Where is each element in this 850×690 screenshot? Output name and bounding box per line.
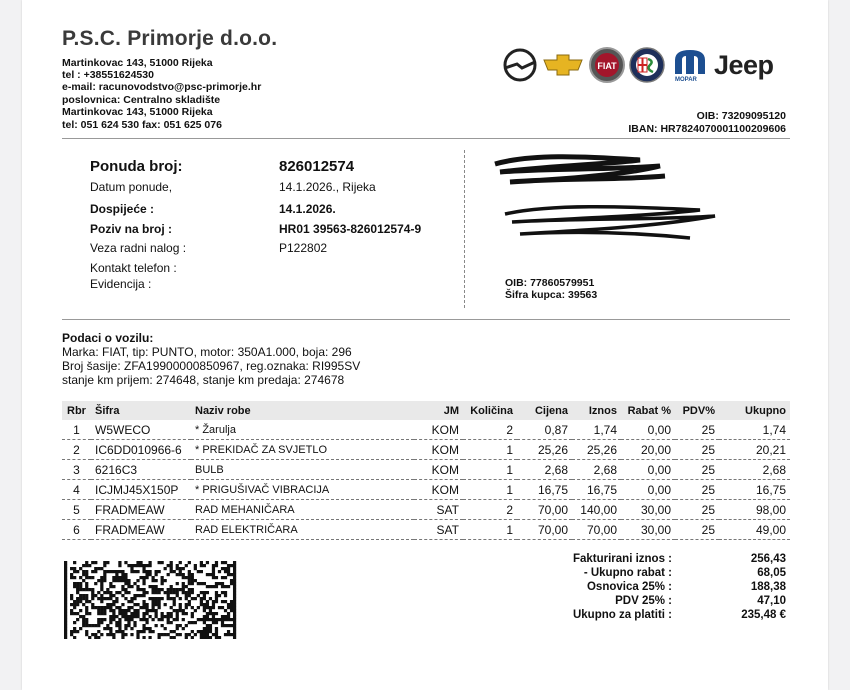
section-divider <box>62 319 790 320</box>
table-cell: 4 <box>62 480 91 500</box>
table-cell: 20,21 <box>719 440 790 460</box>
table-cell: 25 <box>675 480 719 500</box>
table-cell: 2 <box>62 440 91 460</box>
table-cell: 1 <box>62 420 91 440</box>
table-row <box>62 520 790 540</box>
table-cell: 6216C3 <box>91 460 191 480</box>
table-cell: 1 <box>463 520 517 540</box>
table-cell: 25,26 <box>572 440 621 460</box>
offer-number-label: Ponuda broj: <box>90 158 183 175</box>
col-header: Šifra <box>91 401 191 420</box>
total-discount-label: - Ukupno rabat : <box>583 567 672 579</box>
items-table <box>62 401 790 540</box>
table-cell: 5 <box>62 500 91 520</box>
fiat-logo-icon <box>588 46 626 84</box>
vehicle-line: Broj šasije: ZFA19900000850967, reg.oznaka: RI995SV <box>62 359 361 373</box>
redaction-scribble <box>490 150 670 190</box>
col-header: Cijena <box>517 401 572 420</box>
svg-text:FIAT: FIAT <box>597 61 617 71</box>
tax-base-label: Osnovica 25% : <box>586 581 672 593</box>
table-cell: 0,00 <box>621 460 675 480</box>
offer-date-label: Datum ponude, <box>90 180 173 194</box>
alfa-romeo-logo-icon <box>628 46 666 84</box>
company-tel-fax: tel: 051 624 530 fax: 051 625 076 <box>62 119 222 131</box>
table-cell: RAD MEHANIČARA <box>191 500 414 520</box>
table-row <box>62 420 790 440</box>
table-cell: 1 <box>463 480 517 500</box>
due-date-label: Dospijeće : <box>90 202 155 216</box>
mopar-label: MOPAR <box>675 77 697 83</box>
tax-base-value: 188,38 <box>750 581 786 593</box>
company-oib: OIB: 73209095120 <box>696 110 786 122</box>
table-row <box>62 500 790 520</box>
work-order-value: P122802 <box>279 241 328 255</box>
barcode-image <box>64 561 239 639</box>
table-cell: ICJMJ45X150P <box>91 480 191 500</box>
table-cell: 70,00 <box>517 500 572 520</box>
col-header: JM <box>414 401 463 420</box>
table-cell: 2 <box>463 500 517 520</box>
table-cell: 2,68 <box>719 460 790 480</box>
table-cell: KOM <box>414 480 463 500</box>
total-invoiced-value: 256,43 <box>750 553 786 565</box>
reference-value: HR01 39563-826012574-9 <box>279 222 422 236</box>
table-cell: 140,00 <box>572 500 621 520</box>
table-cell: 0,87 <box>517 420 572 440</box>
col-header: Rabat % <box>621 401 675 420</box>
document-page <box>22 0 828 690</box>
table-cell: RAD ELEKTRIČARA <box>191 520 414 540</box>
grand-total-label: Ukupno za platiti : <box>572 609 672 621</box>
redaction-scribble <box>500 200 725 245</box>
jeep-logo: Jeep <box>714 50 774 80</box>
table-cell: 0,00 <box>621 480 675 500</box>
table-cell: 1 <box>463 460 517 480</box>
table-cell: 0,00 <box>621 420 675 440</box>
reference-label: Poziv na broj : <box>90 222 173 236</box>
col-header: Količina <box>463 401 517 420</box>
table-cell: FRADMEAW <box>91 500 191 520</box>
grand-total-value: 235,48 € <box>741 609 786 621</box>
table-cell: 20,00 <box>621 440 675 460</box>
table-cell: 25 <box>675 500 719 520</box>
table-cell: 1,74 <box>719 420 790 440</box>
company-address: Martinkovac 143, 51000 Rijeka <box>62 57 213 69</box>
vertical-dashed-separator <box>464 150 465 308</box>
table-cell: 1,74 <box>572 420 621 440</box>
table-cell: FRADMEAW <box>91 520 191 540</box>
company-iban: IBAN: HR7824070001100209606 <box>628 123 786 135</box>
table-cell: 70,00 <box>572 520 621 540</box>
table-cell: 25,26 <box>517 440 572 460</box>
table-row <box>62 460 790 480</box>
table-cell: KOM <box>414 460 463 480</box>
header-divider <box>62 138 790 139</box>
table-cell: 25 <box>675 460 719 480</box>
table-cell: SAT <box>414 520 463 540</box>
table-cell: * Žarulja <box>191 420 414 440</box>
table-cell: 25 <box>675 440 719 460</box>
total-invoiced-label: Fakturirani iznos : <box>572 553 672 565</box>
opel-logo-icon <box>502 46 538 84</box>
table-cell: * PRIGUŠIVAČ VIBRACIJA <box>191 480 414 500</box>
table-cell: IC6DD010966-6 <box>91 440 191 460</box>
company-branch-address: Martinkovac 143, 51000 Rijeka <box>62 106 213 118</box>
total-discount-value: 68,05 <box>757 567 786 579</box>
table-cell: KOM <box>414 420 463 440</box>
contact-phone-label: Kontakt telefon : <box>90 261 177 275</box>
table-cell: 1 <box>463 440 517 460</box>
due-date-value: 14.1.2026. <box>279 202 336 216</box>
table-header <box>62 401 790 420</box>
table-row <box>62 480 790 500</box>
vehicle-line: stanje km prijem: 274648, stanje km predaja: 274678 <box>62 373 345 387</box>
table-cell: 98,00 <box>719 500 790 520</box>
col-header: Rbr <box>62 401 91 420</box>
table-cell: 16,75 <box>719 480 790 500</box>
company-phone: tel : +38551624530 <box>62 69 154 81</box>
table-cell: 70,00 <box>517 520 572 540</box>
offer-date-value: 14.1.2026., Rijeka <box>279 180 376 194</box>
table-cell: 16,75 <box>517 480 572 500</box>
customer-oib: OIB: 77860579951 <box>505 277 595 289</box>
col-header: Iznos <box>572 401 621 420</box>
company-name: P.S.C. Primorje d.o.o. <box>62 27 278 50</box>
vat-value: 47,10 <box>757 595 786 607</box>
table-cell: 6 <box>62 520 91 540</box>
col-header: PDV% <box>675 401 719 420</box>
table-cell: 30,00 <box>621 500 675 520</box>
table-cell: 30,00 <box>621 520 675 540</box>
chevrolet-logo-icon <box>542 46 584 84</box>
table-cell: 3 <box>62 460 91 480</box>
work-order-label: Veza radni nalog : <box>90 241 187 255</box>
table-cell: W5WECO <box>91 420 191 440</box>
vehicle-line: Marka: FIAT, tip: PUNTO, motor: 350A1.000, boja: 296 <box>62 345 352 359</box>
table-cell: SAT <box>414 500 463 520</box>
table-cell: 25 <box>675 520 719 540</box>
table-cell: 2,68 <box>517 460 572 480</box>
records-label: Evidencija : <box>90 277 152 291</box>
offer-number-value: 826012574 <box>279 158 355 175</box>
customer-code: Šifra kupca: 39563 <box>505 289 598 301</box>
company-branch: poslovnica: Centralno skladište <box>62 94 221 106</box>
table-cell: 2,68 <box>572 460 621 480</box>
table-row <box>62 440 790 460</box>
col-header: Naziv robe <box>191 401 414 420</box>
table-cell: * PREKIDAČ ZA SVJETLO <box>191 440 414 460</box>
company-email: e-mail: racunovodstvo@psc-primorje.hr <box>62 81 262 93</box>
col-header: Ukupno <box>719 401 790 420</box>
vehicle-title: Podaci o vozilu: <box>62 331 154 345</box>
table-cell: 2 <box>463 420 517 440</box>
table-cell: 49,00 <box>719 520 790 540</box>
vat-label: PDV 25% : <box>615 595 672 607</box>
table-cell: BULB <box>191 460 414 480</box>
table-cell: KOM <box>414 440 463 460</box>
table-cell: 25 <box>675 420 719 440</box>
table-cell: 16,75 <box>572 480 621 500</box>
